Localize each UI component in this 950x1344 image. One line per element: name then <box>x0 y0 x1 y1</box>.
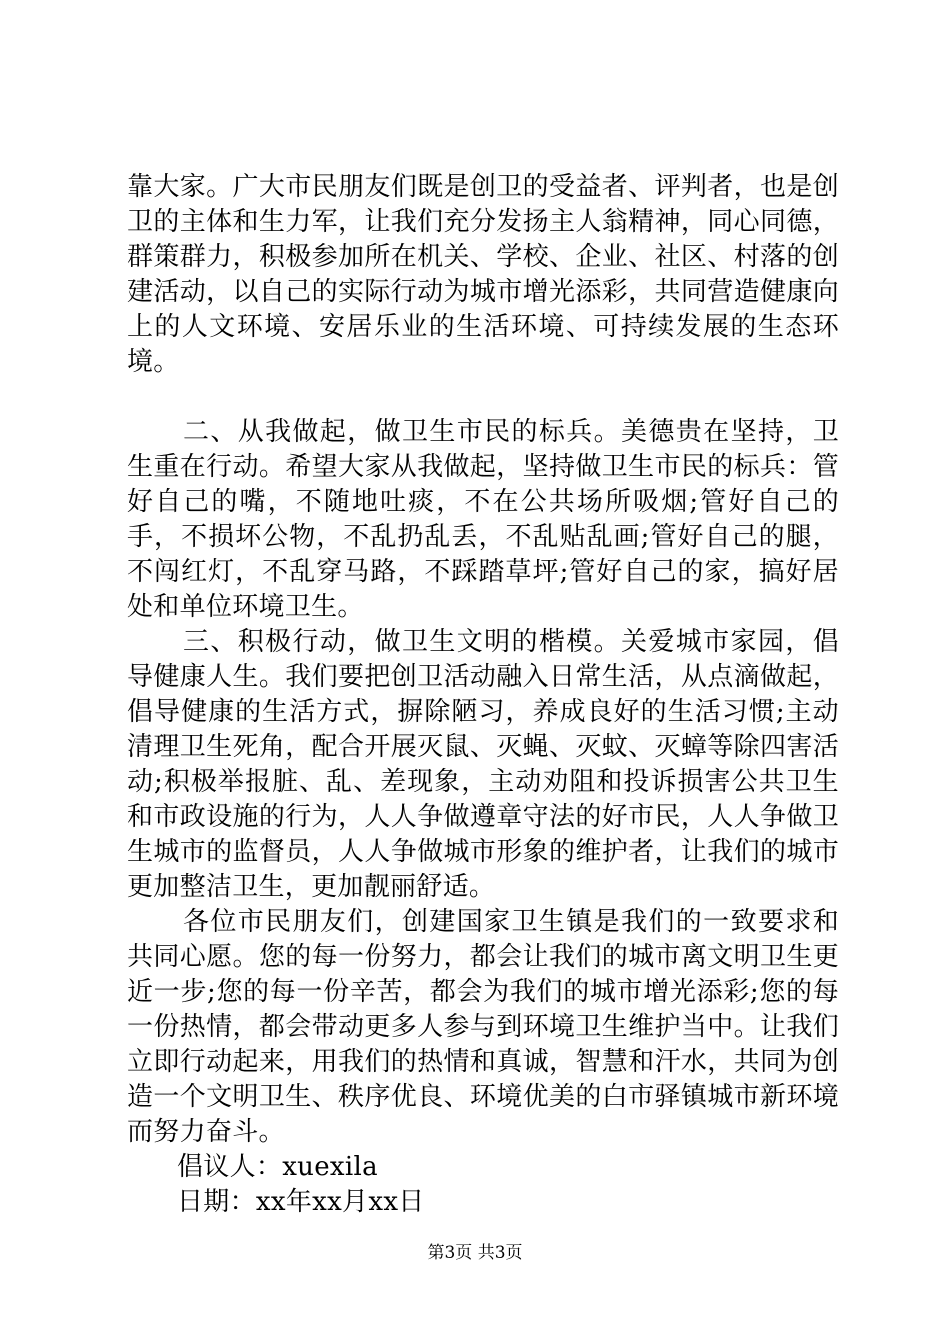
document-body <box>127 170 839 1220</box>
date-line: 日期：xx年xx月xx日 <box>177 1187 425 1217</box>
paragraph-continuation: 靠大家。广大市民朋友们既是创卫的受益者、评判者，也是创卫的主体和生力军，让我们充分发扬主人翁精神，同心同德，群策群力，积极参加所在机关、学校、企业、社区、村落的创建活动，以自己的实际行动为城市增光添彩，共同营造健康向上的人文环境、安居乐业的生活环境、可持续发展的生态环境。 <box>127 172 839 377</box>
paragraph-gap <box>127 380 839 415</box>
page-footer: 第3页 共3页 <box>427 1243 523 1263</box>
signature-line: 倡议人：xuexila <box>177 1152 378 1182</box>
paragraph-point-three: 三、积极行动，做卫生文明的楷模。关爱城市家园，倡导健康人生。我们要把创卫活动融入日常生活，从点滴做起，倡导健康的生活方式，摒除陋习，养成良好的生活习惯;主动清理卫生死角，配合开展灭鼠、灭蝇、灭蚊、灭蟑等除四害活动;积极举报脏、乱、差现象，主动劝阻和投诉损害公共卫生和市政设施的行为，人人争做遵章守法的好市民，人人争做卫生城市的监督员，人人争做城市形象的维护者，让我们的城市更加整洁卫生，更加靓丽舒适。 <box>127 627 839 902</box>
paragraph-point-two: 二、从我做起，做卫生市民的标兵。美德贵在坚持，卫生重在行动。希望大家从我做起，坚持做卫生市民的标兵：管好自己的嘴，不随地吐痰，不在公共场所吸烟;管好自己的手，不损坏公物，不乱扔乱丢，不乱贴乱画;管好自己的腿，不闯红灯，不乱穿马路，不踩踏草坪;管好自己的家，搞好居处和单位环境卫生。 <box>127 417 839 622</box>
paragraph-closing: 各位市民朋友们，创建国家卫生镇是我们的一致要求和共同心愿。您的每一份努力，都会让我们的城市离文明卫生更近一步;您的每一份辛苦，都会为我们的城市增光添彩;您的每一份热情，都会带动更多人参与到环境卫生维护当中。让我们立即行动起来，用我们的热情和真诚，智慧和汗水，共同为创造一个文明卫生、秩序优良、环境优美的白市驿镇城市新环境而努力奋斗。 <box>127 907 839 1147</box>
